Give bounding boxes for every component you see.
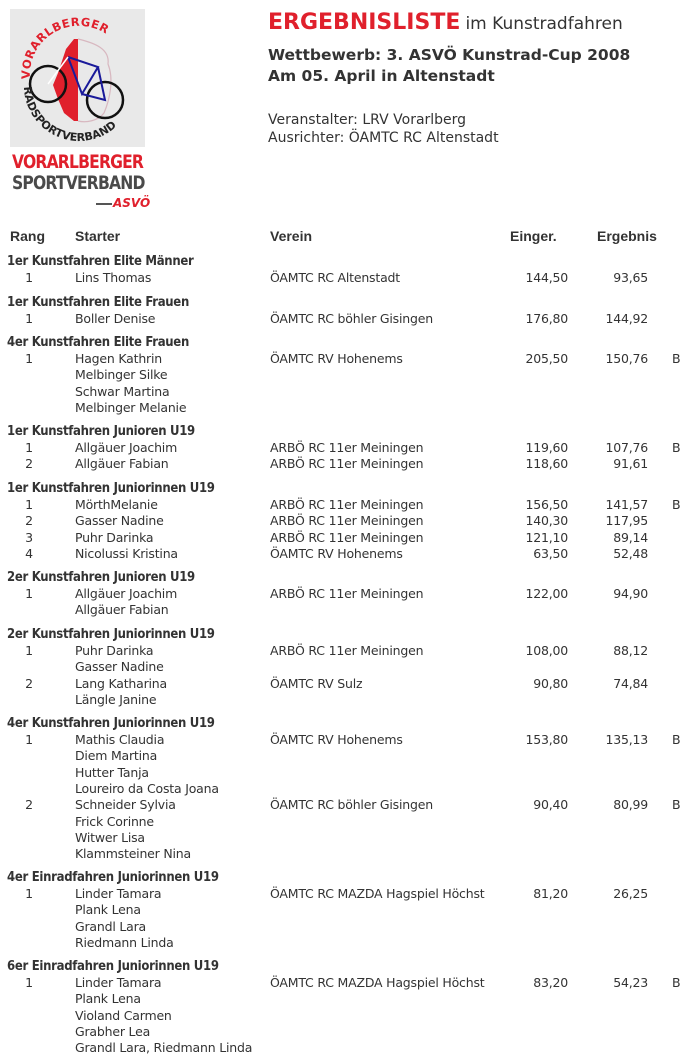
club-cell: ARBÖ RC 11er Meiningen bbox=[270, 456, 424, 472]
starter-name: Hagen Kathrin bbox=[75, 351, 162, 366]
ergebnis-cell: 52,48 bbox=[613, 545, 648, 561]
starter-name: Grandl Lara bbox=[75, 918, 147, 934]
asvo-text: ASVÖ bbox=[113, 196, 151, 210]
ergebnis-cell: 54,23 bbox=[613, 975, 648, 990]
flag-cell: B bbox=[672, 797, 681, 813]
category-title: 4er Kunstfahren Juniorinnen U19 bbox=[7, 716, 215, 731]
starter-name: MörthMelanie bbox=[75, 497, 158, 512]
starter-name: Violand Carmen bbox=[75, 1007, 172, 1023]
rank-cell: 1 bbox=[25, 586, 33, 601]
title-sub: im Kunstradfahren bbox=[465, 14, 623, 34]
flag-cell: B bbox=[672, 975, 681, 990]
club-cell: ÖAMTC RC MAZDA Hagspiel Höchst bbox=[270, 975, 485, 990]
ergebnis-cell: 135,13 bbox=[605, 732, 648, 747]
category-title: 1er Kunstfahren Elite Frauen bbox=[7, 295, 189, 310]
ergebnis-cell: 94,90 bbox=[613, 586, 648, 601]
starter-name: Grabher Lea bbox=[75, 1023, 151, 1039]
club-cell: ARBÖ RC 11er Meiningen bbox=[270, 513, 424, 529]
column-header-starter: Starter bbox=[75, 228, 121, 244]
starter-name: Frick Corinne bbox=[75, 813, 154, 829]
flag-cell: B bbox=[672, 497, 681, 512]
club-cell: ÖAMTC RC MAZDA Hagspiel Höchst bbox=[270, 886, 485, 901]
starter-name: Plank Lena bbox=[75, 902, 141, 918]
starter-name: Schwar Martina bbox=[75, 383, 170, 399]
starter-name: Loureiro da Costa Joana bbox=[75, 780, 219, 796]
radsportverband-logo bbox=[10, 9, 145, 147]
category-title: 4er Kunstfahren Elite Frauen bbox=[7, 335, 189, 350]
ergebnis-cell: 107,76 bbox=[605, 440, 648, 455]
category-title: 4er Einradfahren Juniorinnen U19 bbox=[7, 870, 219, 885]
asvo-logo bbox=[96, 196, 150, 210]
date-line: Am 05. April in Altenstadt bbox=[268, 67, 495, 85]
flag-cell: B bbox=[672, 440, 681, 455]
sportverband-logo bbox=[12, 151, 152, 210]
club-cell: ARBÖ RC 11er Meiningen bbox=[270, 497, 424, 512]
einger-cell: 176,80 bbox=[525, 311, 568, 326]
einger-cell: 156,50 bbox=[525, 497, 568, 512]
club-cell: ÖAMTC RV Hohenems bbox=[270, 732, 403, 747]
starter-name: Gasser Nadine bbox=[75, 659, 164, 675]
ergebnis-cell: 74,84 bbox=[613, 675, 648, 691]
club-cell: ÖAMTC RC böhler Gisingen bbox=[270, 311, 433, 326]
starter-name: Melbinger Melanie bbox=[75, 399, 187, 415]
starter-name: Allgäuer Fabian bbox=[75, 456, 169, 472]
starter-name: Melbinger Silke bbox=[75, 367, 168, 383]
category-title: 2er Kunstfahren Junioren U19 bbox=[7, 570, 195, 585]
column-header-verein: Verein bbox=[270, 228, 313, 244]
starter-name: Schneider Sylvia bbox=[75, 797, 176, 813]
starter-name: Nicolussi Kristina bbox=[75, 545, 178, 561]
starter-name: Diem Martina bbox=[75, 748, 158, 764]
rank-cell: 1 bbox=[25, 311, 33, 326]
club-cell: ARBÖ RC 11er Meiningen bbox=[270, 440, 424, 455]
logo-line1: VORARLBERGER bbox=[12, 151, 144, 173]
club-cell: ÖAMTC RV Hohenems bbox=[270, 351, 403, 366]
rank-cell: 1 bbox=[25, 886, 33, 901]
einger-cell: 119,60 bbox=[525, 440, 568, 455]
starter-name: Witwer Lisa bbox=[75, 829, 145, 845]
ergebnis-cell: 89,14 bbox=[613, 529, 648, 545]
club-cell: ÖAMTC RV Sulz bbox=[270, 675, 363, 691]
starter-name: Riedmann Linda bbox=[75, 934, 174, 950]
badge-top-text: VORARLBERGER bbox=[18, 14, 112, 80]
asvo-dash-icon bbox=[96, 203, 112, 205]
club-cell: ARBÖ RC 11er Meiningen bbox=[270, 529, 424, 545]
einger-cell: 90,80 bbox=[533, 675, 568, 691]
ergebnis-cell: 93,65 bbox=[613, 270, 648, 285]
starter-name: Mathis Claudia bbox=[75, 732, 165, 747]
starter-name: Grandl Lara, Riedmann Linda bbox=[75, 1040, 253, 1056]
organizer-line: Veranstalter: LRV Vorarlberg bbox=[268, 112, 467, 128]
ergebnis-cell: 117,95 bbox=[605, 513, 648, 529]
rank-cell: 4 bbox=[25, 545, 33, 561]
starter-name: Hutter Tanja bbox=[75, 764, 149, 780]
logo-line2: SPORTVERBAND bbox=[12, 172, 145, 194]
ergebnis-cell: 91,61 bbox=[613, 456, 648, 472]
ergebnis-cell: 144,92 bbox=[605, 311, 648, 326]
column-header-rang: Rang bbox=[10, 228, 45, 244]
competition-line: Wettbewerb: 3. ASVÖ Kunstrad-Cup 2008 bbox=[268, 46, 631, 64]
club-cell: ÖAMTC RV Hohenems bbox=[270, 545, 403, 561]
ergebnis-cell: 80,99 bbox=[613, 797, 648, 813]
einger-cell: 63,50 bbox=[533, 545, 568, 561]
rank-cell: 2 bbox=[25, 675, 33, 691]
einger-cell: 108,00 bbox=[525, 643, 568, 658]
starter-name: Allgäuer Joachim bbox=[75, 440, 178, 455]
category-title: 6er Einradfahren Juniorinnen U19 bbox=[7, 959, 219, 974]
flag-cell: B bbox=[672, 732, 681, 747]
einger-cell: 118,60 bbox=[525, 456, 568, 472]
starter-name: Plank Lena bbox=[75, 991, 141, 1007]
starter-name: Längle Janine bbox=[75, 691, 157, 707]
ergebnis-cell: 150,76 bbox=[605, 351, 648, 366]
rank-cell: 1 bbox=[25, 497, 33, 512]
starter-name: Lang Katharina bbox=[75, 675, 167, 691]
club-cell: ARBÖ RC 11er Meiningen bbox=[270, 586, 424, 601]
starter-name: Lins Thomas bbox=[75, 270, 152, 285]
club-cell: ÖAMTC RC Altenstadt bbox=[270, 270, 400, 285]
rank-cell: 2 bbox=[25, 797, 33, 813]
rank-cell: 1 bbox=[25, 440, 33, 455]
rank-cell: 1 bbox=[25, 270, 33, 285]
flag-cell: B bbox=[672, 351, 681, 366]
rank-cell: 1 bbox=[25, 351, 33, 366]
rank-cell: 1 bbox=[25, 643, 33, 658]
category-title: 1er Kunstfahren Elite Männer bbox=[7, 254, 194, 269]
einger-cell: 153,80 bbox=[525, 732, 568, 747]
badge-bottom-text: RADSPORTVERBAND bbox=[20, 85, 119, 145]
starter-name: Boller Denise bbox=[75, 311, 156, 326]
club-cell: ARBÖ RC 11er Meiningen bbox=[270, 643, 424, 658]
rank-cell: 1 bbox=[25, 975, 33, 990]
starter-name: Klammsteiner Nina bbox=[75, 846, 191, 862]
rank-cell: 2 bbox=[25, 456, 33, 472]
ergebnis-cell: 141,57 bbox=[605, 497, 648, 512]
starter-name: Puhr Darinka bbox=[75, 643, 154, 658]
host-line: Ausrichter: ÖAMTC RC Altenstadt bbox=[268, 130, 499, 146]
starter-name: Gasser Nadine bbox=[75, 513, 164, 529]
einger-cell: 90,40 bbox=[533, 797, 568, 813]
starter-name: Puhr Darinka bbox=[75, 529, 154, 545]
einger-cell: 140,30 bbox=[525, 513, 568, 529]
category-title: 2er Kunstfahren Juniorinnen U19 bbox=[7, 627, 215, 642]
ergebnis-cell: 88,12 bbox=[613, 643, 648, 658]
starter-name: Linder Tamara bbox=[75, 886, 162, 901]
einger-cell: 121,10 bbox=[525, 529, 568, 545]
rank-cell: 2 bbox=[25, 513, 33, 529]
starter-name: Linder Tamara bbox=[75, 975, 162, 990]
einger-cell: 144,50 bbox=[525, 270, 568, 285]
starter-name: Allgäuer Joachim bbox=[75, 586, 178, 601]
einger-cell: 122,00 bbox=[525, 586, 568, 601]
page-title bbox=[268, 10, 623, 35]
rank-cell: 3 bbox=[25, 529, 33, 545]
category-title: 1er Kunstfahren Junioren U19 bbox=[7, 424, 195, 439]
column-header-ergebnis: Ergebnis bbox=[597, 228, 657, 244]
ergebnis-cell: 26,25 bbox=[613, 886, 648, 901]
title-main: ERGEBNISLISTE bbox=[268, 10, 461, 35]
starter-name: Allgäuer Fabian bbox=[75, 602, 169, 618]
einger-cell: 81,20 bbox=[533, 886, 568, 901]
einger-cell: 205,50 bbox=[525, 351, 568, 366]
einger-cell: 83,20 bbox=[533, 975, 568, 990]
club-cell: ÖAMTC RC böhler Gisingen bbox=[270, 797, 433, 813]
category-title: 1er Kunstfahren Juniorinnen U19 bbox=[7, 481, 215, 496]
rank-cell: 1 bbox=[25, 732, 33, 747]
column-header-einger: Einger. bbox=[510, 228, 557, 244]
